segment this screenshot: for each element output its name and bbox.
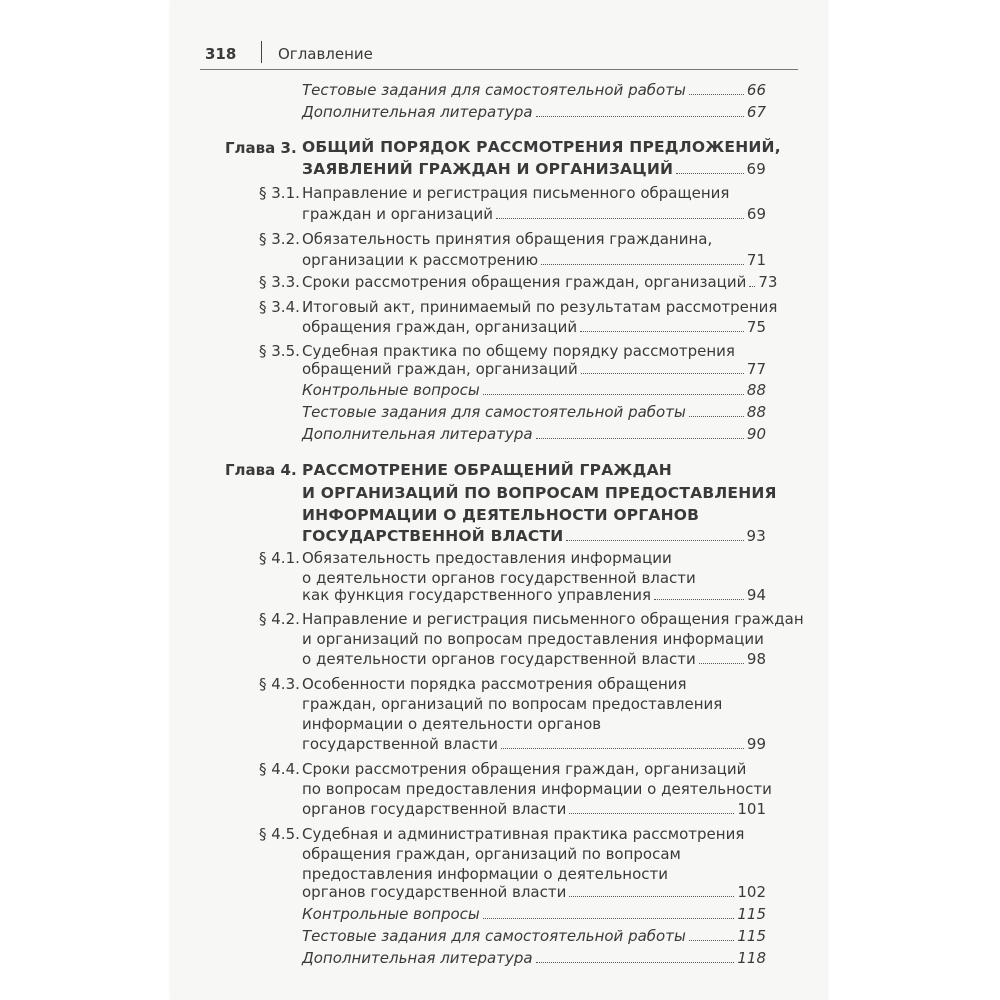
dot-leader — [536, 438, 744, 439]
chapter-title-line: И ОРГАНИЗАЦИЙ ПО ВОПРОСАМ ПРЕДОСТАВЛЕНИЯ — [302, 484, 777, 502]
header-rule — [200, 69, 798, 70]
toc-entry-literature: Дополнительная литература 118 — [302, 949, 766, 967]
section-number: § 4.2. — [259, 610, 300, 628]
toc-page-number: 90 — [746, 425, 766, 443]
toc-page-number: 69 — [746, 160, 766, 178]
dot-leader — [536, 116, 744, 117]
running-title: Оглавление — [278, 45, 373, 63]
section-title-line: граждан, организаций по вопросам предоставления — [302, 695, 723, 713]
toc-page-number: 93 — [746, 527, 766, 545]
toc-page-number: 67 — [746, 103, 766, 121]
dot-leader — [689, 94, 744, 95]
toc-entry-tests: Тестовые задания для самостоятельной работы 66 — [302, 81, 766, 99]
section-title-line: Направление и регистрация письменного обращения — [302, 184, 730, 202]
dot-leader — [580, 331, 744, 332]
toc-page-number: 101 — [737, 800, 766, 818]
dot-leader — [581, 373, 744, 374]
section-title-line: по вопросам предоставления информации о деятельности — [302, 780, 772, 798]
section-number: § 3.3. — [259, 273, 300, 291]
toc-page-number: 88 — [746, 403, 766, 421]
section-number: § 3.1. — [259, 184, 300, 202]
toc-page-number: 77 — [746, 360, 766, 378]
section-title-row: государственной власти 99 — [302, 735, 766, 753]
toc-page-number: 115 — [737, 905, 766, 923]
toc-entry-questions: Контрольные вопросы 115 — [302, 905, 766, 923]
dot-leader — [676, 173, 743, 174]
toc-page-number: 71 — [746, 251, 766, 269]
section-title-line: Итоговый акт, принимаемый по результатам рассмотрения — [302, 298, 778, 316]
toc-page-number: 115 — [737, 927, 766, 945]
dot-leader — [541, 264, 744, 265]
page-number: 318 — [205, 45, 237, 63]
toc-page-number: 88 — [746, 381, 766, 399]
toc-page-number: 73 — [758, 273, 778, 291]
section-title-line: Обязательность предоставления информации — [302, 549, 672, 567]
section-title-row: о деятельности органов государственной власти 98 — [302, 650, 766, 668]
toc-page-number: 102 — [737, 883, 766, 901]
dot-leader — [536, 962, 735, 963]
dot-leader — [689, 416, 744, 417]
chapter-label: Глава 3. — [225, 139, 297, 157]
toc-page-number: 75 — [746, 318, 766, 336]
toc-page-number: 69 — [746, 205, 766, 223]
section-title-line: предоставления информации о деятельности — [302, 865, 669, 883]
section-title-line: Сроки рассмотрения обращения граждан, организаций — [302, 760, 747, 778]
section-title-row: граждан и организаций 69 — [302, 205, 766, 223]
chapter-title-line: ИНФОРМАЦИИ О ДЕЯТЕЛЬНОСТИ ОРГАНОВ — [302, 506, 700, 524]
toc-page-number: 94 — [746, 586, 766, 604]
dot-leader — [569, 813, 734, 814]
section-title-line: Судебная практика по общему порядку рассмотрения — [302, 342, 735, 360]
dot-leader — [483, 394, 744, 395]
dot-leader — [496, 218, 744, 219]
section-title-row: обращения граждан, организаций 75 — [302, 318, 766, 336]
section-number: § 3.4. — [259, 298, 300, 316]
section-title-line: Обязательность принятия обращения гражданина, — [302, 230, 713, 248]
dot-leader — [483, 918, 735, 919]
section-title-row: обращений граждан, организаций 77 — [302, 360, 766, 378]
section-number: § 4.5. — [259, 825, 300, 843]
chapter-title-line: РАССМОТРЕНИЕ ОБРАЩЕНИЙ ГРАЖДАН — [302, 461, 672, 479]
dot-leader — [566, 540, 743, 541]
toc-entry-literature: Дополнительная литература 67 — [302, 103, 766, 121]
section-title-line: и организаций по вопросам предоставления информации — [302, 630, 764, 648]
chapter-title-line: ОБЩИЙ ПОРЯДОК РАССМОТРЕНИЯ ПРЕДЛОЖЕНИЙ, — [302, 138, 781, 156]
dot-leader — [501, 748, 744, 749]
toc-page-number: 118 — [737, 949, 766, 967]
section-title-row: органов государственной власти 102 — [302, 883, 766, 901]
toc-page-number: 66 — [746, 81, 766, 99]
section-number: § 4.1. — [259, 549, 300, 567]
chapter-title-row: ЗАЯВЛЕНИЙ ГРАЖДАН И ОРГАНИЗАЦИЙ 69 — [302, 160, 766, 178]
section-number: § 4.4. — [259, 760, 300, 778]
section-number: § 4.3. — [259, 675, 300, 693]
toc-entry-questions: Контрольные вопросы 88 — [302, 381, 766, 399]
toc-entry-tests: Тестовые задания для самостоятельной работы 115 — [302, 927, 766, 945]
toc-page-number: 98 — [746, 650, 766, 668]
dot-leader — [749, 286, 755, 287]
toc-page-number: 99 — [746, 735, 766, 753]
dot-leader — [699, 663, 744, 664]
dot-leader — [569, 896, 734, 897]
section-title-line: Судебная и административная практика рассмотрения — [302, 825, 745, 843]
section-title-line: Направление и регистрация письменного обращения граждан — [302, 610, 804, 628]
section-title-row: как функция государственного управления 94 — [302, 586, 766, 604]
section-number: § 3.5. — [259, 342, 300, 360]
chapter-title-row: ГОСУДАРСТВЕННОЙ ВЛАСТИ 93 — [302, 527, 766, 545]
section-title-row: Сроки рассмотрения обращения граждан, организаций 73 — [302, 273, 778, 291]
section-number: § 3.2. — [259, 230, 300, 248]
dot-leader — [654, 599, 744, 600]
section-title-line: о деятельности органов государственной власти — [302, 569, 696, 587]
section-title-row: органов государственной власти 101 — [302, 800, 766, 818]
book-page — [170, 0, 828, 1000]
section-title-line: информации о деятельности органов — [302, 715, 602, 733]
section-title-line: обращения граждан, организаций по вопросам — [302, 845, 681, 863]
section-title-line: Особенности порядка рассмотрения обращения — [302, 675, 687, 693]
header-separator — [261, 41, 262, 63]
dot-leader — [689, 940, 735, 941]
toc-entry-tests: Тестовые задания для самостоятельной работы 88 — [302, 403, 766, 421]
chapter-label: Глава 4. — [225, 461, 297, 479]
toc-entry-literature: Дополнительная литература 90 — [302, 425, 766, 443]
section-title-row: организации к рассмотрению 71 — [302, 251, 766, 269]
